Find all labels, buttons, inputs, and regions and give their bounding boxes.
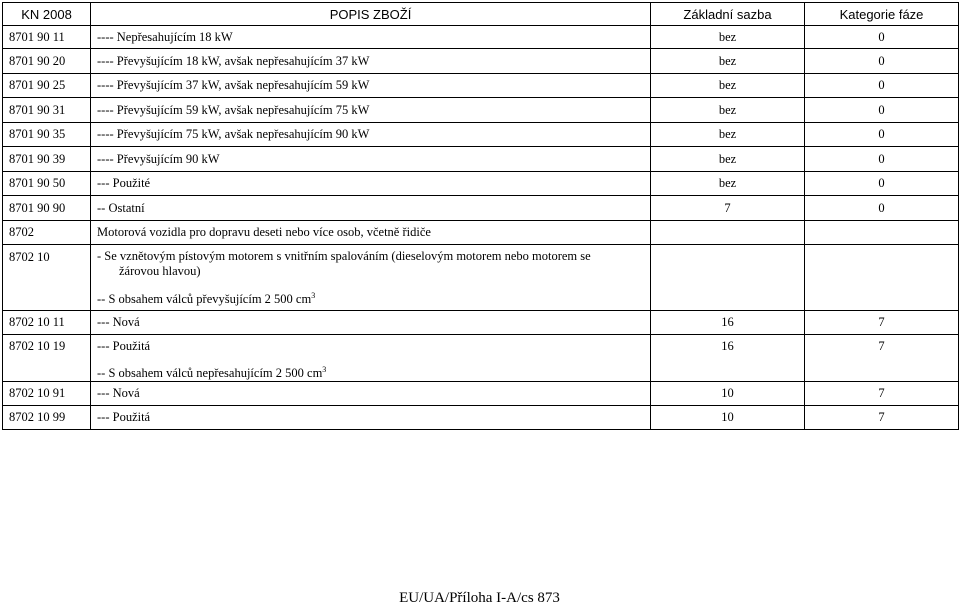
row-code: 8702 [3,221,91,245]
row-description [91,335,651,382]
row-description-line: --- Použitá [97,339,151,353]
row-rate: bez [651,123,805,147]
row-description: ---- Převyšujícím 90 kW [91,147,651,172]
row-rate: 10 [651,406,805,430]
row-code: 8701 90 35 [3,123,91,147]
row-category: 7 [805,406,959,430]
row-code: 8701 90 90 [3,196,91,221]
header-base-rate: Základní sazba [651,3,805,26]
subheading-text: -- S obsahem válců převyšujícím 2 500 cm [97,292,312,307]
row-category: 0 [805,26,959,49]
table-row [3,172,959,196]
row-description: ---- Nepřesahujícím 18 kW [91,26,651,49]
table-row [3,123,959,147]
table-header-row [3,3,959,26]
row-code: 8701 90 39 [3,147,91,172]
row-code: 8701 90 11 [3,26,91,49]
row-category: 0 [805,74,959,98]
subheading-text: -- S obsahem válců nepřesahujícím 2 500 cm [97,366,323,381]
row-category [805,245,959,311]
table-row [3,221,959,245]
row-category: 0 [805,49,959,74]
row-description: Motorová vozidla pro dopravu deseti nebo více osob, včetně řidiče [91,221,651,245]
table-row [3,311,959,335]
table-row [3,382,959,406]
row-description: -- Ostatní [91,196,651,221]
table-row [3,26,959,49]
row-description: --- Použité [91,172,651,196]
row-rate: 16 [651,335,805,382]
table-row [3,335,959,382]
table-row [3,406,959,430]
row-rate: 7 [651,196,805,221]
row-rate [651,245,805,311]
table-row [3,98,959,123]
row-rate: bez [651,147,805,172]
row-rate: bez [651,74,805,98]
row-description-line: žárovou hlavou) [119,264,201,278]
row-code: 8702 10 11 [3,311,91,335]
row-subheading [97,362,644,381]
table-row [3,196,959,221]
row-code: 8702 10 [3,245,91,311]
row-description: ---- Převyšujícím 18 kW, avšak nepřesahujícím 37 kW [91,49,651,74]
row-subheading [97,288,644,307]
row-category: 0 [805,196,959,221]
row-category: 0 [805,172,959,196]
row-category: 0 [805,147,959,172]
tariff-table [2,2,959,430]
row-description: ---- Převyšujícím 59 kW, avšak nepřesahujícím 75 kW [91,98,651,123]
page-footer: EU/UA/Příloha I-A/cs 873 [399,590,560,606]
row-description: ---- Převyšujícím 37 kW, avšak nepřesahujícím 59 kW [91,74,651,98]
header-description: POPIS ZBOŽÍ [91,3,651,26]
row-description: ---- Převyšujícím 75 kW, avšak nepřesahujícím 90 kW [91,123,651,147]
row-description [91,245,651,311]
row-code: 8701 90 50 [3,172,91,196]
row-category: 7 [805,311,959,335]
row-rate: 16 [651,311,805,335]
row-description: --- Nová [91,311,651,335]
row-code: 8702 10 19 [3,335,91,382]
row-code: 8702 10 99 [3,406,91,430]
row-code: 8701 90 25 [3,74,91,98]
row-category [805,221,959,245]
superscript: 3 [311,291,316,300]
row-rate: bez [651,98,805,123]
table-row [3,74,959,98]
table-row [3,49,959,74]
row-code: 8701 90 20 [3,49,91,74]
row-category: 7 [805,335,959,382]
header-kn-code: KN 2008 [3,3,91,26]
row-description-line: - Se vznětovým pístovým motorem s vnitřním spalováním (dieselovým motorem nebo motorem se [97,249,591,263]
row-category: 0 [805,123,959,147]
row-rate: 10 [651,382,805,406]
row-rate [651,221,805,245]
row-category: 0 [805,98,959,123]
row-description: --- Použitá [91,406,651,430]
header-stage-category: Kategorie fáze [805,3,959,26]
row-category: 7 [805,382,959,406]
table-row [3,245,959,311]
row-rate: bez [651,26,805,49]
row-code: 8701 90 31 [3,98,91,123]
row-rate: bez [651,172,805,196]
superscript: 3 [322,365,327,374]
row-code: 8702 10 91 [3,382,91,406]
row-description: --- Nová [91,382,651,406]
table-row [3,147,959,172]
row-rate: bez [651,49,805,74]
